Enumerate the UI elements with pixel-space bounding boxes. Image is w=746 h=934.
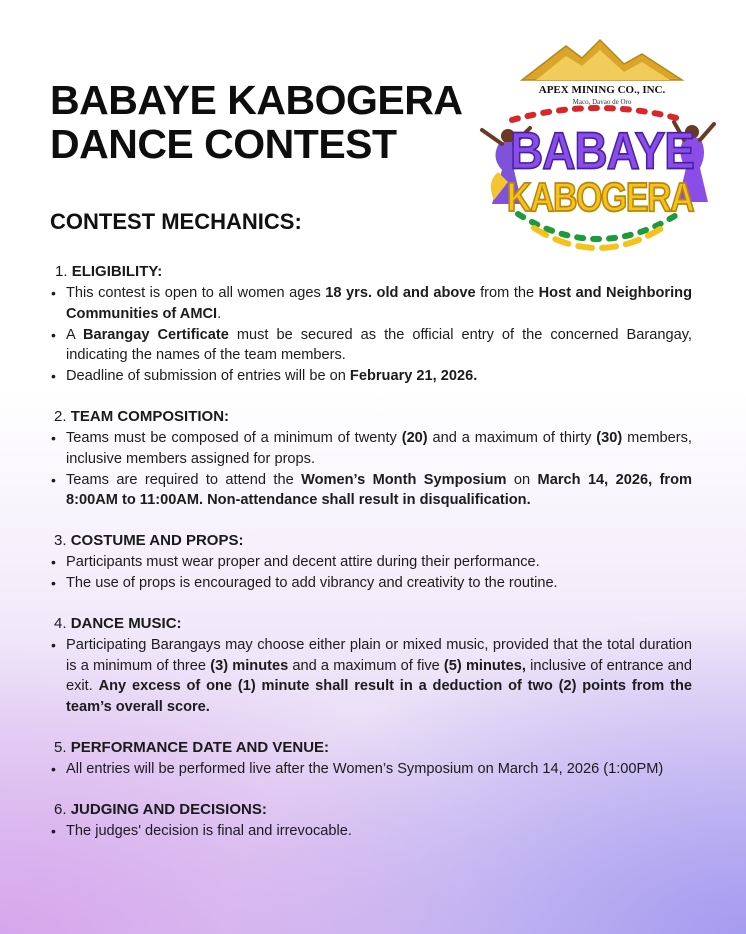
- section-5: [50, 737, 692, 780]
- text-segment: Participants must wear proper and decent attire during their performance.: [66, 554, 540, 571]
- page-title: [50, 78, 462, 166]
- bullet-item: [50, 821, 692, 842]
- bullet-item: [50, 635, 692, 718]
- mechanics-list: [50, 261, 692, 861]
- bullet-item: [50, 470, 692, 512]
- text-segment: Teams must be composed of a minimum of twenty: [66, 429, 402, 446]
- text-segment: A: [66, 326, 83, 343]
- text-segment: Deadline of submission of entries will be on: [66, 368, 350, 385]
- section-title: COSTUME AND PROPS:: [70, 532, 244, 550]
- text-segment: members, inclusive members assigned for props.: [66, 429, 692, 467]
- section-heading: [50, 530, 692, 551]
- bold-text: March 14, 2026, from 8:00AM to 11:00AM. Non-attendance shall result in disqualification.: [66, 471, 692, 509]
- section-4: [50, 613, 692, 718]
- bullet-item: [50, 759, 692, 780]
- section-3: [50, 530, 692, 594]
- bullet-list: [50, 635, 692, 718]
- contest-mechanics-heading: CONTEST MECHANICS:: [50, 209, 302, 234]
- bold-text: (30): [596, 429, 623, 446]
- section-heading: [50, 799, 692, 820]
- logo-location-text: Maco, Davao de Oro: [572, 98, 632, 106]
- section-number: 4.: [54, 614, 67, 632]
- section-heading: [50, 737, 692, 758]
- bullet-list: [50, 283, 692, 387]
- bullet-list: [50, 759, 692, 780]
- text-segment: Participating Barangays may choose either plain or mixed music, provided that the total duration is a minimum of three: [66, 636, 692, 674]
- text-segment: The judges' decision is final and irrevocable.: [66, 822, 352, 839]
- bullet-item: [50, 573, 692, 594]
- logo-word-babaye: BABAYE: [510, 123, 694, 181]
- text-segment: and a maximum of thirty: [427, 429, 597, 446]
- section-heading: [50, 613, 692, 634]
- text-segment: Teams are required to attend the: [66, 471, 302, 488]
- section-number: 6.: [54, 800, 67, 818]
- bold-text: Host and Neighboring Communities of AMCI: [66, 285, 692, 322]
- section-title: PERFORMANCE DATE AND VENUE:: [70, 738, 330, 756]
- text-segment: and a maximum of five: [288, 657, 444, 674]
- bullet-item: [50, 325, 692, 367]
- section-title: JUDGING AND DECISIONS:: [70, 800, 267, 818]
- bold-text: Barangay Certificate: [82, 326, 229, 343]
- section-number: 1.: [55, 263, 68, 280]
- section-title: TEAM COMPOSITION:: [70, 407, 230, 425]
- section-6: [50, 799, 692, 842]
- section-title: ELIGIBILITY:: [71, 263, 163, 280]
- bold-text: (20): [401, 429, 428, 446]
- bold-text: February 21, 2026.: [349, 368, 478, 385]
- bold-text: (3) minutes: [210, 657, 289, 674]
- bullet-list: [50, 821, 692, 842]
- section-number: 3.: [54, 532, 67, 550]
- section-1: [50, 261, 692, 387]
- text-segment: from the: [475, 285, 539, 301]
- text-segment: The use of props is encouraged to add vibrancy and creativity to the routine.: [66, 574, 558, 591]
- babaye-kabogera-logo: [478, 32, 718, 257]
- text-segment: must be secured as the official entry of the concerned Barangay, indicating the names of the team members.: [66, 326, 692, 364]
- bullet-item: [50, 283, 692, 325]
- text-segment: All entries will be performed live after the Women’s Symposium on March 14, 2026 (1:00PM): [66, 760, 664, 777]
- logo-company-text: APEX MINING CO., INC.: [538, 84, 666, 96]
- bullet-item: [50, 428, 692, 470]
- logo-word-kabogera: KABOGERA: [506, 173, 694, 220]
- section-number: 5.: [54, 738, 67, 756]
- section-title: DANCE MUSIC:: [70, 614, 182, 632]
- text-segment: This contest is open to all women ages: [66, 285, 326, 301]
- bullet-item: [50, 552, 692, 573]
- bold-text: 18 yrs. old and above: [325, 285, 476, 301]
- section-2: [50, 406, 692, 511]
- text-segment: inclusive of entrance and exit.: [66, 657, 692, 695]
- text-segment: .: [217, 305, 222, 322]
- section-heading: [50, 261, 692, 282]
- section-number: 2.: [54, 407, 67, 425]
- section-heading: [50, 406, 692, 427]
- bold-text: Any excess of one (1) minute shall result in a deduction of two (2) points from the team’s overall score.: [66, 678, 692, 716]
- bullet-list: [50, 552, 692, 594]
- title-line-2: DANCE CONTEST: [50, 121, 397, 167]
- bold-text: Women’s Month Symposium: [301, 471, 507, 488]
- bullet-item: [50, 366, 692, 387]
- title-line-1: BABAYE KABOGERA: [50, 77, 463, 123]
- bold-text: (5) minutes,: [443, 657, 526, 674]
- bullet-list: [50, 428, 692, 511]
- text-segment: on: [506, 471, 538, 488]
